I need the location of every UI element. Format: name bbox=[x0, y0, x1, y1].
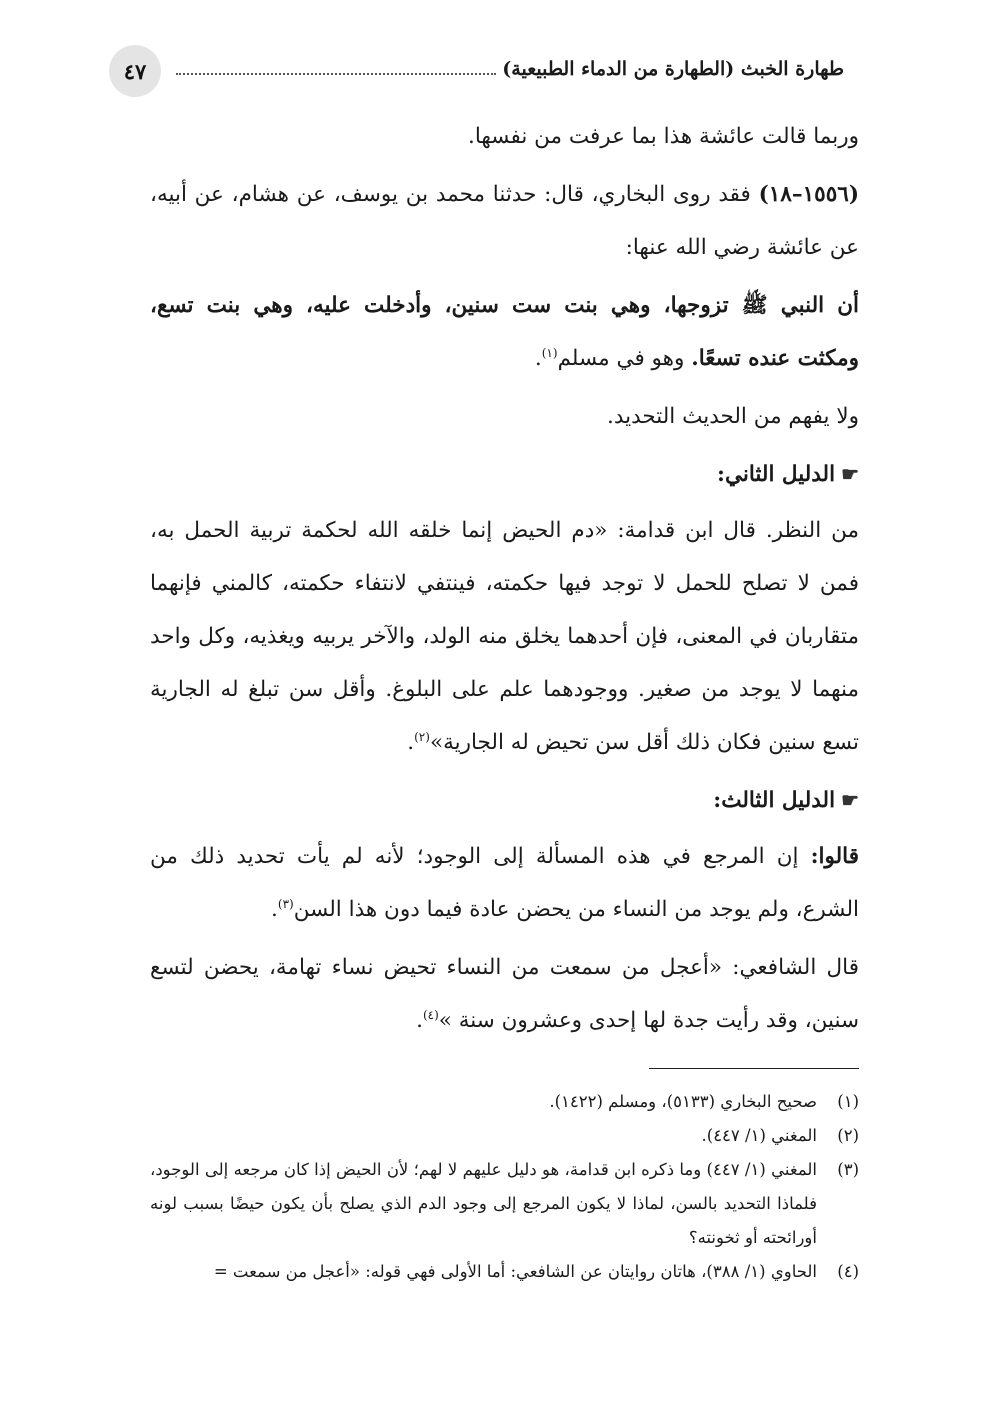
footnote-mark: (٤) bbox=[837, 1262, 859, 1281]
paragraph: قال الشافعي: «أعجل من سمعت من النساء تحيض نساء تهامة، يحضن لتسع سنين، وقد رأيت جدة لها إحدى وعشرون سنة »$^{(٤)}$. bbox=[150, 955, 859, 1033]
section-heading bbox=[150, 448, 859, 501]
footnote-text: المغني (١/ ٤٤٧) وما ذكره ابن قدامة، هو دليل عليهم لا لهم؛ لأن الحيض إذا كان مرجعه إلى الوجود، فلماذا التحديد بالسن، لماذا لا يكون المرجع إلى وجود الدم الذي يصلح بأن يكون حيضًا بسبب لونه أورائحته أو ثخونته؟ bbox=[150, 1160, 817, 1247]
footnote bbox=[150, 1085, 859, 1119]
footnote-text: الحاوي (١/ ٣٨٨)، هاتان روايتان عن الشافعي: أما الأولى فهي قوله: «أعجل من سمعت = bbox=[213, 1262, 817, 1281]
hand-pointer-icon: ☛ bbox=[841, 788, 859, 812]
heading-text: الدليل الثاني: bbox=[717, 462, 836, 487]
footnote-mark: (١) bbox=[837, 1092, 859, 1111]
footnote-mark: (٣) bbox=[837, 1160, 859, 1179]
section-heading bbox=[150, 774, 859, 827]
hadith-number: (١٥٥٦–١٨) bbox=[758, 182, 859, 207]
footnote-ref[interactable]: (٤) bbox=[422, 1007, 439, 1022]
footnote-separator bbox=[649, 1068, 859, 1069]
heading-text: الدليل الثالث: bbox=[713, 788, 836, 813]
bold-lead: قالوا: bbox=[810, 844, 859, 869]
paragraph: أن النبي ﷺ تزوجها، وهي بنت ست سنين، وأدخلت عليه، وهي بنت تسع، ومكثت عنده تسعًا. وهو في مسلم$^{(١)}$. bbox=[150, 293, 859, 371]
main-text bbox=[150, 110, 859, 1052]
paragraph: من النظر. قال ابن قدامة: «دم الحيض إنما خلقه الله لحكمة تربية الحمل به، فمن لا تصلح للحمل لا توجد فيها حكمته، فينتفي لانتفاء حكمته، كالمني فإنهما متقاربان في المعنى، فإن أحدهما يخلق منه الولد، والآخر يربيه ويغذيه، وكل واحد منهما لا يوجد من صغير. ووجودهما علم على البلوغ. وأقل سن تبلغ له الجارية تسع سنين فكان ذلك أقل سن تحيض له الجارية»$^{(٢)}$. bbox=[150, 518, 859, 755]
hadith-text: أن النبي ﷺ تزوجها، وهي بنت ست سنين، وأدخلت عليه، وهي بنت تسع، ومكثت عنده تسعًا. bbox=[150, 293, 859, 371]
running-header bbox=[176, 52, 844, 86]
paragraph: وربما قالت عائشة هذا بما عرفت من نفسها. bbox=[468, 124, 859, 149]
paragraph-text: وهو في مسلم bbox=[557, 346, 692, 371]
footnote-mark: (٢) bbox=[837, 1126, 859, 1145]
paragraph-text: إن المرجع في هذه المسألة إلى الوجود؛ لأنه لم يأت تحديد ذلك من الشرع، ولم يوجد من النساء من يحضن عادة فيما دون هذا السن bbox=[150, 844, 859, 922]
footnote-text: المغني (١/ ٤٤٧). bbox=[701, 1126, 817, 1145]
footnote bbox=[150, 1119, 859, 1153]
footnotes bbox=[150, 1085, 859, 1289]
running-header-title: طهارة الخبث (الطهارة من الدماء الطبيعية) bbox=[502, 58, 844, 80]
footnote-ref[interactable]: (٣) bbox=[277, 896, 294, 911]
paragraph: ولا يفهم من الحديث التحديد. bbox=[606, 404, 859, 429]
footnote-text: صحيح البخاري (٥١٣٣)، ومسلم (١٤٢٢). bbox=[549, 1092, 817, 1111]
footnote-ref[interactable]: (١) bbox=[541, 345, 558, 360]
paragraph-text: قال الشافعي: «أعجل من سمعت من النساء تحيض نساء تهامة، يحضن لتسع سنين، وقد رأيت جدة لها إحدى وعشرون سنة » bbox=[150, 955, 859, 1033]
paragraph-text: فقد روى البخاري، قال: حدثنا محمد بن يوسف، عن هشام، عن أبيه، عن عائشة رضي الله عنها: bbox=[150, 182, 859, 260]
footnote bbox=[150, 1255, 859, 1289]
paragraph-text: من النظر. قال ابن قدامة: «دم الحيض إنما خلقه الله لحكمة تربية الحمل به، فمن لا تصلح للحمل لا توجد فيها حكمته، فينتفي لانتفاء حكمته، كالمني فإنهما متقاربان في المعنى، فإن أحدهما يخلق منه الولد، والآخر يربيه ويغذيه، وكل واحد منهما لا يوجد من صغير. ووجودهما علم على البلوغ. وأقل سن تبلغ له الجارية تسع سنين فكان ذلك أقل سن تحيض له الجارية» bbox=[150, 518, 859, 755]
footnote bbox=[150, 1153, 859, 1255]
paragraph bbox=[150, 168, 859, 274]
page-number: ٤٧ bbox=[109, 45, 161, 97]
footnote-ref[interactable]: (٢) bbox=[414, 729, 430, 744]
paragraph: قالوا: إن المرجع في هذه المسألة إلى الوجود؛ لأنه لم يأت تحديد ذلك من الشرع، ولم يوجد من النساء من يحضن عادة فيما دون هذا السن$^{(٣)}$. bbox=[150, 844, 859, 922]
header-dotted-leader bbox=[176, 73, 496, 75]
hand-pointer-icon: ☛ bbox=[841, 462, 859, 486]
